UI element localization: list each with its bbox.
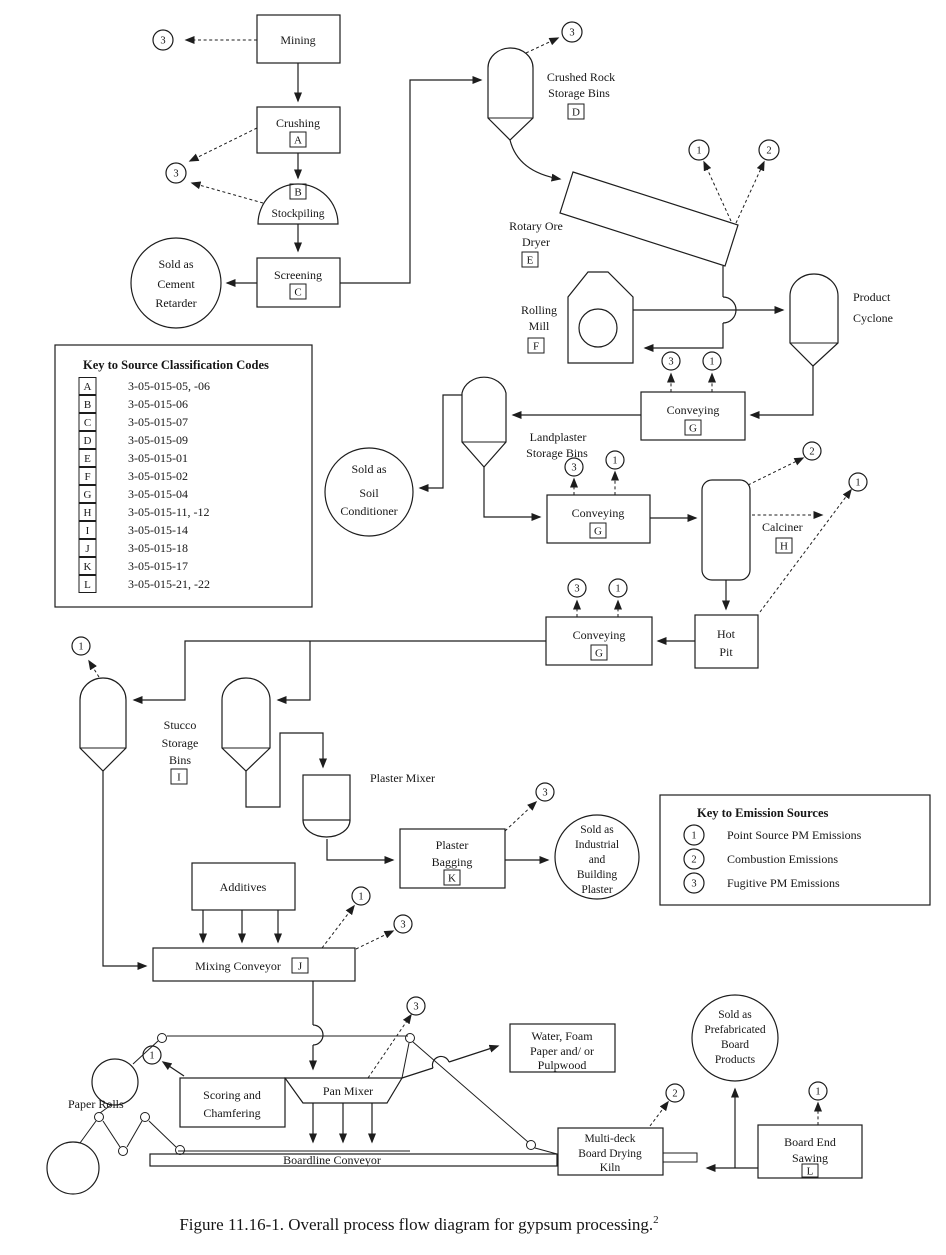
svg-text:Calciner: Calciner: [762, 520, 803, 534]
svg-text:Cement: Cement: [157, 277, 195, 291]
screening-node: [257, 258, 340, 307]
landplaster-bins-node: [462, 377, 588, 467]
pan-mixer-node: [285, 1078, 402, 1103]
svg-text:Conveying: Conveying: [666, 403, 720, 417]
plaster-bagging-node: [400, 829, 505, 888]
svg-text:Conveying: Conveying: [571, 506, 625, 520]
emission-marker-3: [394, 915, 412, 933]
svg-text:3: 3: [160, 35, 166, 47]
calciner-scc-letter: H: [780, 540, 788, 553]
water-arrow: [449, 1046, 498, 1062]
screening-scc-letter: C: [294, 286, 302, 299]
svg-text:Plaster Mixer: Plaster Mixer: [370, 771, 435, 785]
svg-text:1: 1: [149, 1050, 155, 1062]
calciner-combustion-arrow: [748, 458, 803, 485]
svg-text:3-05-015-04: 3-05-015-04: [128, 487, 188, 501]
svg-text:Landplaster: Landplaster: [529, 430, 587, 444]
crushing-scc-letter: A: [294, 134, 302, 147]
pan-to-roller-line: [402, 1043, 409, 1078]
kiln-combustion-arrow: [650, 1102, 668, 1126]
svg-text:Building: Building: [576, 869, 618, 881]
svg-text:A: A: [83, 381, 92, 393]
svg-text:Water, Foam: Water, Foam: [531, 1029, 593, 1043]
bins-fugitive-arrow: [526, 38, 558, 53]
svg-text:Bagging: Bagging: [431, 855, 473, 869]
svg-text:3: 3: [569, 27, 575, 39]
svg-text:1: 1: [691, 830, 697, 842]
svg-text:Bins: Bins: [168, 753, 192, 767]
svg-text:Rotary Ore: Rotary Ore: [509, 219, 563, 233]
prefab-board-node: [692, 995, 778, 1081]
svg-text:3-05-015-14: 3-05-015-14: [128, 523, 188, 537]
stucco-bins-label: [162, 718, 199, 784]
svg-text:3-05-015-18: 3-05-015-18: [128, 541, 188, 555]
svg-text:Plaster: Plaster: [581, 884, 613, 896]
dryer-point-source-arrow: [704, 162, 731, 221]
svg-text:1: 1: [855, 477, 861, 489]
mixing-scc-letter: J: [297, 960, 303, 973]
svg-text:Mixing Conveyor: Mixing Conveyor: [195, 959, 281, 973]
svg-text:1: 1: [615, 583, 621, 595]
soil-conditioner-node: [325, 448, 413, 536]
svg-text:Storage: Storage: [161, 736, 199, 750]
svg-text:3: 3: [400, 919, 406, 931]
svg-text:Sawing: Sawing: [792, 1151, 828, 1165]
svg-text:Board Drying: Board Drying: [578, 1148, 642, 1160]
stockpiling-fugitive-arrow: [192, 183, 263, 203]
figure-caption: Figure 11.16-1. Overall process flow diagram for gypsum processing.$^2$: [179, 1214, 659, 1234]
svg-text:2: 2: [766, 145, 772, 157]
plaster-mixer-node: [303, 771, 435, 837]
svg-text:Product: Product: [853, 290, 891, 304]
rotary-ore-dryer-node: [509, 172, 738, 267]
svg-text:3-05-015-01: 3-05-015-01: [128, 451, 188, 465]
emission-marker-3: [153, 30, 173, 50]
svg-text:Board End: Board End: [784, 1135, 836, 1149]
svg-text:Prefabricated: Prefabricated: [704, 1024, 766, 1036]
svg-text:Paper Rolls: Paper Rolls: [68, 1097, 124, 1111]
emission-marker-1: [72, 637, 90, 655]
svg-text:Products: Products: [714, 1054, 756, 1066]
emission-marker-3: [565, 458, 583, 476]
svg-text:Storage Bins: Storage Bins: [526, 446, 588, 460]
emission-marker-1: [849, 473, 867, 491]
svg-text:3-05-015-17: 3-05-015-17: [128, 559, 188, 573]
dryer-to-mill-arrow: [645, 323, 723, 348]
svg-text:3-05-015-02: 3-05-015-02: [128, 469, 188, 483]
conveying3-to-stucco-line: [134, 641, 546, 700]
scc-key-title: Key to Source Classification Codes: [83, 358, 269, 372]
emission-marker-1: [809, 1082, 827, 1100]
svg-text:Scoring and: Scoring and: [203, 1088, 261, 1102]
svg-text:E: E: [84, 453, 91, 465]
emission-key-title: Key to Emission Sources: [697, 806, 829, 820]
svg-text:2: 2: [672, 1088, 678, 1100]
water-foam-node: [510, 1024, 615, 1072]
svg-text:3-05-015-21, -22: 3-05-015-21, -22: [128, 577, 210, 591]
svg-text:H: H: [83, 507, 92, 519]
mixing-fugitive-arrow: [356, 931, 393, 949]
emission-marker-3: [568, 579, 586, 597]
svg-text:Pit: Pit: [719, 645, 733, 659]
svg-text:3-05-015-11, -12: 3-05-015-11, -12: [128, 505, 210, 519]
svg-text:Sold as: Sold as: [158, 257, 194, 271]
svg-text:Multi-deck: Multi-deck: [584, 1133, 636, 1145]
roller: [527, 1141, 536, 1150]
svg-text:Chamfering: Chamfering: [203, 1106, 261, 1120]
crushing-fugitive-arrow: [190, 128, 257, 161]
svg-text:3: 3: [413, 1001, 419, 1013]
stockpiling-scc-letter: B: [294, 186, 302, 199]
screening-label: Screening: [274, 268, 322, 282]
svg-text:3: 3: [173, 168, 179, 180]
emission-marker-2: [759, 140, 779, 160]
svg-text:Pulpwood: Pulpwood: [537, 1058, 587, 1072]
svg-text:Point Source PM Emissions: Point Source PM Emissions: [727, 828, 862, 842]
svg-text:3-05-015-07: 3-05-015-07: [128, 415, 188, 429]
svg-text:Conveying: Conveying: [572, 628, 626, 642]
additives-node: [192, 863, 295, 910]
svg-text:Sold as: Sold as: [351, 462, 387, 476]
emission-marker-1: [689, 140, 709, 160]
svg-text:L: L: [84, 579, 91, 591]
bagging-fugitive-arrow: [505, 802, 536, 831]
emission-marker-1: [606, 451, 624, 469]
kiln-node: [558, 1128, 663, 1175]
cyclone-to-conveying-arrow: [751, 366, 813, 415]
stockpiling-node: [258, 184, 338, 224]
caption-superscript: 2: [653, 1214, 659, 1226]
conveying3-branch-line: [278, 641, 310, 700]
svg-text:Additives: Additives: [219, 880, 267, 894]
svg-text:Crushed Rock: Crushed Rock: [546, 70, 616, 84]
svg-text:Fugitive PM Emissions: Fugitive PM Emissions: [727, 876, 840, 890]
industrial-plaster-node: [555, 815, 639, 899]
conveying-scc-letter: G: [689, 422, 697, 435]
emission-marker-2: [803, 442, 821, 460]
landplaster-to-soil-arrow: [420, 395, 462, 488]
svg-text:Dryer: Dryer: [522, 235, 550, 249]
scoring-chamfering-node: [180, 1078, 285, 1127]
svg-text:1: 1: [815, 1086, 821, 1098]
conveying-2-node: [547, 495, 650, 543]
emission-marker-2: [666, 1084, 684, 1102]
mining-label: Mining: [280, 33, 316, 47]
cement-retarder-node: [131, 238, 221, 328]
rolling-mill-node: [521, 272, 633, 363]
paper-to-kiln-line: [535, 1148, 557, 1154]
hotpit-point-arrow: [760, 490, 851, 612]
stucco-to-mixer-line: [246, 733, 323, 807]
conveying-3-node: [546, 617, 652, 665]
dryer-combustion-arrow: [736, 162, 764, 223]
svg-text:Pan Mixer: Pan Mixer: [322, 1084, 374, 1098]
svg-text:Cyclone: Cyclone: [853, 311, 893, 325]
svg-text:and: and: [588, 854, 606, 866]
stockpiling-label: Stockpiling: [271, 208, 325, 220]
svg-text:Stucco: Stucco: [163, 718, 197, 732]
svg-text:3: 3: [691, 878, 697, 890]
conveying-scc-letter: G: [595, 647, 603, 660]
svg-text:1: 1: [612, 455, 618, 467]
bins-scc-letter: D: [572, 106, 580, 119]
emission-marker-3: [562, 22, 582, 42]
svg-text:C: C: [83, 417, 92, 429]
crushing-label: Crushing: [275, 116, 321, 130]
crushing-node: [257, 107, 340, 153]
boardline-conveyor-node: [150, 1153, 557, 1167]
svg-text:2: 2: [809, 446, 815, 458]
svg-text:3-05-015-06: 3-05-015-06: [128, 397, 188, 411]
svg-text:Board: Board: [720, 1039, 750, 1051]
emission-marker-1: [609, 579, 627, 597]
svg-text:Industrial: Industrial: [574, 839, 620, 851]
mill-scc-letter: F: [532, 340, 540, 353]
svg-text:Conditioner: Conditioner: [340, 504, 398, 518]
svg-text:1: 1: [696, 145, 702, 157]
screening-to-storage-line: [340, 80, 481, 283]
landplaster-to-conveying2-arrow: [484, 467, 540, 517]
svg-text:F: F: [84, 471, 91, 483]
svg-text:D: D: [83, 435, 92, 447]
svg-text:Kiln: Kiln: [599, 1162, 621, 1174]
svg-text:1: 1: [709, 356, 715, 368]
emission-marker-3: [536, 783, 554, 801]
stucco-bin-left-node: [80, 678, 126, 771]
svg-text:B: B: [83, 399, 92, 411]
emission-marker-3: [407, 997, 425, 1015]
paper-rolls-node: [47, 1034, 185, 1195]
scoring-point-arrow: [163, 1062, 184, 1076]
stucco-to-mixing-line: [103, 771, 146, 966]
svg-text:G: G: [83, 489, 92, 501]
hot-pit-node: [695, 615, 758, 668]
emission-marker-3: [662, 352, 680, 370]
mining-node: [257, 15, 340, 63]
svg-text:Sold as: Sold as: [718, 1009, 752, 1021]
svg-text:Retarder: Retarder: [155, 296, 197, 310]
emission-marker-1: [703, 352, 721, 370]
water-arrow-line: [402, 1068, 433, 1078]
emission-marker-1: [352, 887, 370, 905]
pan-fugitive-arrow: [368, 1015, 411, 1078]
conveying-1-node: [641, 392, 745, 440]
svg-text:Plaster: Plaster: [435, 838, 469, 852]
svg-text:3-05-015-09: 3-05-015-09: [128, 433, 188, 447]
bagging-scc-letter: K: [448, 872, 456, 885]
svg-text:Mill: Mill: [528, 319, 550, 333]
svg-text:Soil: Soil: [359, 486, 379, 500]
stucco-point-arrow: [89, 661, 99, 677]
scc-key-legend: [55, 345, 312, 607]
svg-text:2: 2: [691, 854, 697, 866]
dryer-scc-letter: E: [526, 254, 534, 267]
line-hop: [313, 1025, 323, 1045]
bins-to-dryer-curve: [510, 140, 560, 179]
svg-text:3: 3: [542, 787, 548, 799]
calciner-node: [702, 480, 803, 580]
svg-text:3: 3: [574, 583, 580, 595]
svg-text:3-05-015-05, -06: 3-05-015-05, -06: [128, 379, 210, 393]
svg-text:I: I: [85, 525, 90, 537]
emission-key-legend: [660, 795, 930, 905]
svg-text:Rolling: Rolling: [520, 303, 558, 317]
svg-text:Hot: Hot: [717, 627, 735, 641]
paper-diagonal-line: [413, 1042, 528, 1142]
svg-text:3: 3: [668, 356, 674, 368]
svg-text:Storage Bins: Storage Bins: [548, 86, 610, 100]
mixing-conveyor-node: [153, 948, 355, 981]
mixer-to-bagging-line: [327, 839, 393, 860]
emission-marker-1: [143, 1046, 161, 1064]
stucco-scc-letter: I: [177, 771, 181, 784]
conveying-scc-letter: G: [594, 525, 602, 538]
stucco-bin-right-node: [222, 678, 270, 771]
board-end-sawing-node: [758, 1125, 862, 1178]
roller: [406, 1034, 415, 1043]
product-cyclone-node: [790, 274, 893, 366]
svg-text:3: 3: [571, 462, 577, 474]
svg-text:Boardline Conveyor: Boardline Conveyor: [283, 1153, 381, 1167]
svg-text:K: K: [83, 561, 92, 573]
mixing-point-arrow: [322, 906, 354, 948]
svg-text:1: 1: [358, 891, 364, 903]
svg-text:J: J: [85, 543, 90, 555]
crushed-rock-bins-node: [488, 48, 615, 140]
svg-text:Sold as: Sold as: [580, 824, 614, 836]
svg-text:Paper and/ or: Paper and/ or: [530, 1044, 594, 1058]
svg-text:1: 1: [78, 641, 84, 653]
sawing-scc-letter: L: [806, 1165, 814, 1178]
emission-marker-3: [166, 163, 186, 183]
board-exit: [663, 1153, 697, 1162]
svg-text:Combustion Emissions: Combustion Emissions: [727, 852, 839, 866]
